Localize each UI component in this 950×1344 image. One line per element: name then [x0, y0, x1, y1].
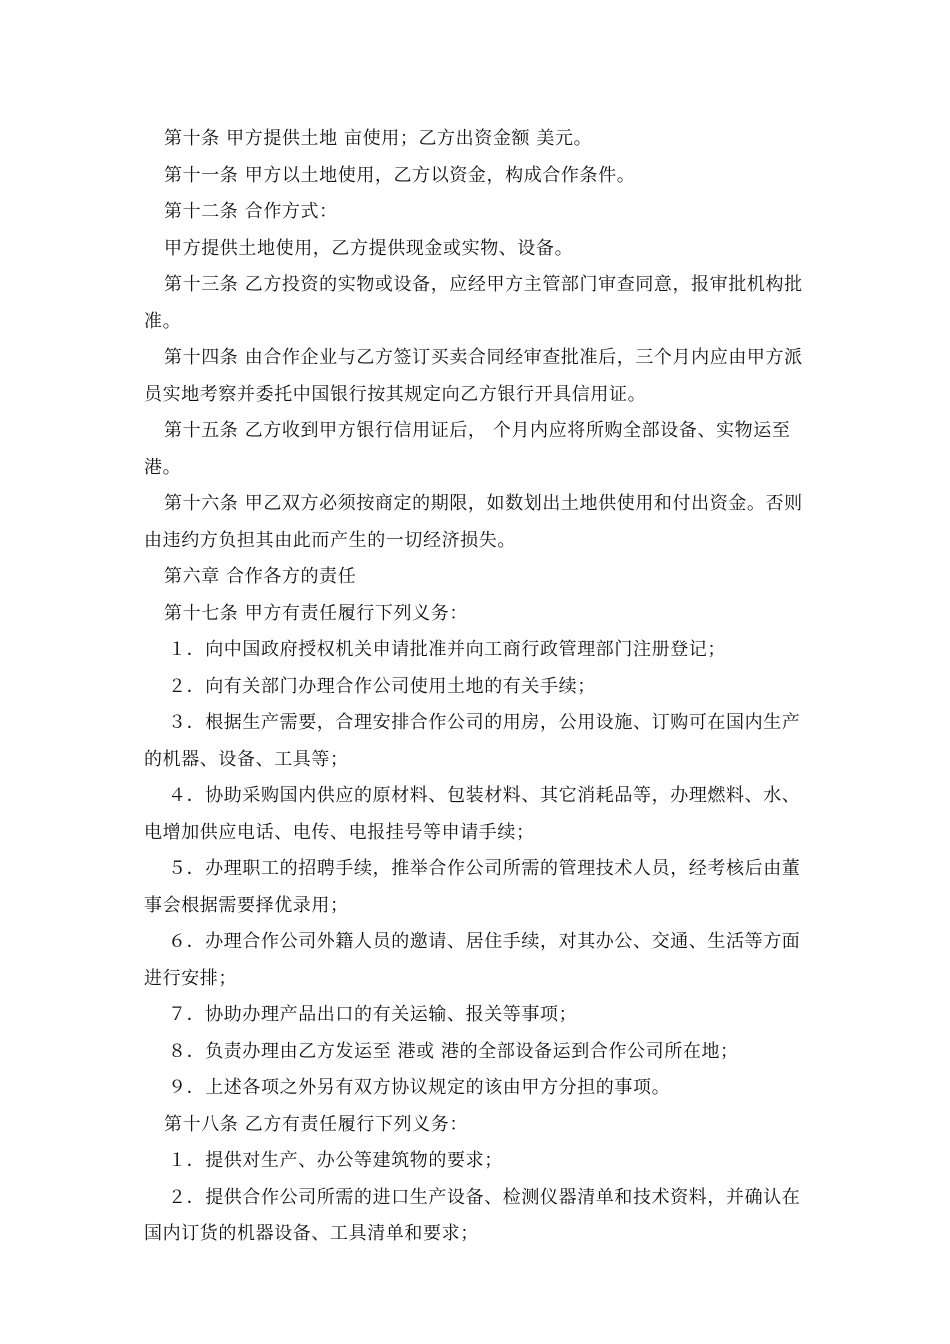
article-17-item-9: ９．上述各项之外另有双方协议规定的该由甲方分担的事项。 [168, 1077, 671, 1098]
article-17-item-3: ３．根据生产需要，合理安排合作公司的用房，公用设施、订购可在国内生产的机器、设备、工具等； [144, 712, 801, 770]
article-17-item-1: １．向中国政府授权机关申请批准并向工商行政管理部门注册登记； [168, 639, 726, 660]
article-17-item-5: ５．办理职工的招聘手续，推举合作公司所需的管理技术人员，经考核后由董事会根据需要择优录用； [144, 858, 801, 916]
article-15: 第十五条 乙方收到甲方银行信用证后， 个月内应将所购全部设备、实物运至 港。 [144, 420, 791, 478]
article-11: 第十一条 甲方以土地使用，乙方以资金，构成合作条件。 [164, 164, 636, 186]
article-17-item-2: ２．向有关部门办理合作公司使用土地的有关手续； [168, 675, 596, 697]
article-18: 第十八条 乙方有责任履行下列义务： [164, 1113, 468, 1135]
article-10: 第十条 甲方提供土地 亩使用；乙方出资金额 美元。 [164, 128, 593, 149]
article-14: 第十四条 由合作企业与乙方签订买卖合同经审查批准后，三个月内应由甲方派员实地考察并委托中国银行按其规定向乙方银行开具信用证。 [144, 347, 803, 405]
article-12: 第十二条 合作方式： [164, 201, 338, 222]
document-body [144, 121, 806, 1253]
article-17-item-6: ６．办理合作公司外籍人员的邀请、居住手续，对其办公、交通、生活等方面进行安排； [144, 931, 801, 989]
article-17: 第十七条 甲方有责任履行下列义务： [164, 602, 468, 624]
article-17-item-8: ８．负责办理由乙方发运至 港或 港的全部设备运到合作公司所在地； [168, 1040, 739, 1062]
article-12-body: 甲方提供土地使用，乙方提供现金或实物、设备。 [164, 237, 574, 259]
article-13: 第十三条 乙方投资的实物或设备，应经甲方主管部门审查同意，报审批机构批准。 [144, 274, 803, 332]
article-17-item-7: ７．协助办理产品出口的有关运输、报关等事项； [168, 1004, 578, 1025]
chapter-6-heading: 第六章 合作各方的责任 [164, 566, 357, 587]
article-18-item-2: ２．提供合作公司所需的进口生产设备、检测仪器清单和技术资料，并确认在国内订货的机器设备、工具清单和要求； [144, 1186, 801, 1244]
article-18-item-1: １．提供对生产、办公等建筑物的要求； [168, 1150, 503, 1171]
article-16: 第十六条 甲乙双方必须按商定的期限，如数划出土地供使用和付出资金。否则由违约方负担其由此而产生的一切经济损失。 [144, 493, 803, 551]
article-17-item-4: ４．协助采购国内供应的原材料、包装材料、其它消耗品等，办理燃料、水、电增加供应电话、电传、电报挂号等申请手续； [144, 785, 801, 843]
